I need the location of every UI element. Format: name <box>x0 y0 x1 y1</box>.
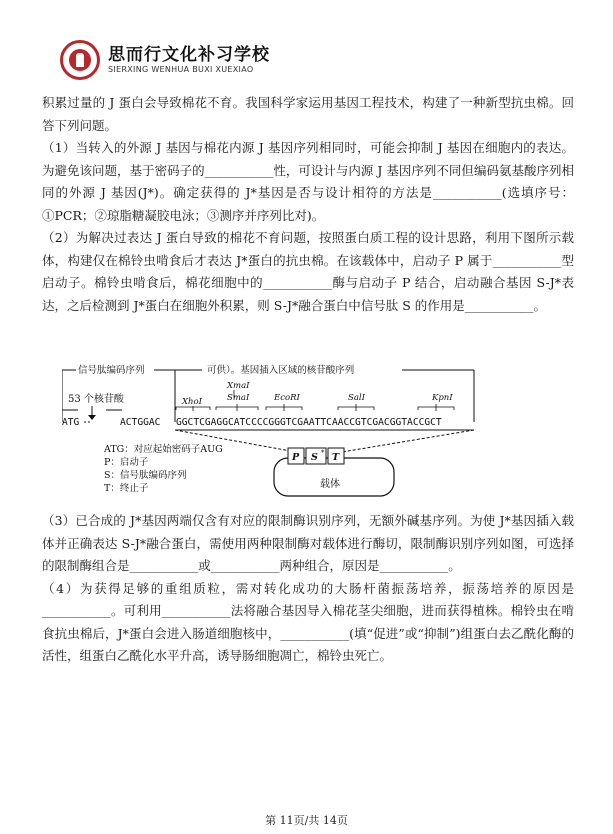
terminator-label: T <box>332 452 340 463</box>
school-name: 思而行文化补习学校 <box>108 44 270 65</box>
enzyme-kpn: KpnⅠ <box>432 393 453 403</box>
legend-s: S：信号肽编码序列 <box>104 470 187 481</box>
question-body-2 <box>42 510 574 668</box>
signal-seq-label: 信号肽编码序列 <box>78 365 145 376</box>
signal-box-label: S <box>311 452 318 463</box>
seq-atg: ATG <box>62 417 80 428</box>
insert-region-label: 可供）。基因插入区域的核苷酸序列 <box>207 365 355 376</box>
enzyme-xma: XmaⅠ <box>227 381 250 391</box>
seq-insert: GGCTCGAGGCATCCCCGGGTCGAATTCAACCGTCGACGGTACCGCT <box>176 417 442 428</box>
school-name-en: SIERXING WENHUA BUXI XUEXIAO <box>108 65 254 75</box>
page-footer: 第 11页/共 14页 <box>265 814 348 827</box>
legend-atg: ATG：对应起始密码子AUG <box>104 444 223 455</box>
legend-p: P：启动子 <box>104 457 149 468</box>
enzyme-xho: XhoⅠ <box>182 397 203 407</box>
brand-block <box>108 46 270 75</box>
question-body <box>42 92 574 317</box>
enzyme-sal: SalⅠ <box>348 393 365 403</box>
signal-box-star: * <box>321 449 325 457</box>
bp-count-label: 53 个核苷酸 <box>68 394 124 405</box>
question-1: （1）当转入的外源 J 基因与棉花内源 J 基因序列相同时，可能会抑制 J 基因在细胞内的表达。为避免该问题，基于密码子的___________性，可设计与内源 J 基因序列不同但编码氨基酸序列相同的外源 J 基因(J*)。确定获得的 J*基因是否与设计相符的方法是___________(选填序号：①PCR；②琼脂糖凝胶电泳；③测序并序列比对)。 <box>42 140 574 223</box>
enzyme-sma: SmaⅠ <box>227 393 250 403</box>
question-4: （4）为获得足够的重组质粒，需对转化成功的大肠杆菌振荡培养，振荡培养的原因是___________。可利用___________法将融合基因导入棉花茎尖细胞，进而获得植株。棉铃虫在啃食抗虫棉后，J*蛋白会进入肠道细胞核中，___________(填“促进”或“抑制”)组蛋白去乙酰化酶的活性，组蛋白乙酰化水平升高，诱导肠细胞凋亡，棉铃虫死亡。 <box>42 580 574 663</box>
school-logo-icon <box>60 40 100 80</box>
vector-diagram-svg <box>62 362 548 500</box>
question-3: （3）已合成的 J*基因两端仅含有对应的限制酶识别序列，无额外碱基序列。为使 J*基因插入载体并正确表达 S-J*融合蛋白，需使用两种限制酶对载体进行酶切，限制酶识别序列如图，可选择的限制酶组合是___________或___________两种组合，原因是___________。 <box>42 513 574 573</box>
intro-paragraph: 积累过量的 J 蛋白会导致棉花不育。我国科学家运用基因工程技术，构建了一种新型抗虫棉。回答下列问题。 <box>42 95 574 133</box>
promoter-label: P <box>292 452 300 463</box>
vector-label: 载体 <box>320 479 340 490</box>
vector-diagram <box>62 362 548 500</box>
enzyme-ecor: EcoRⅠ <box>274 393 300 403</box>
seq-prefix: ACTGGAC <box>120 417 161 428</box>
school-header <box>60 34 270 86</box>
legend-t: T：终止子 <box>104 483 149 494</box>
question-2: （2）为解决过表达 J 蛋白导致的棉花不育问题，按照蛋白质工程的设计思路，利用下图所示载体，构建仅在棉铃虫啃食后才表达 J*蛋白的抗虫棉。在该载体中，启动子 P 属于___________型启动子。棉铃虫啃食后，棉花细胞中的___________酶与启动子 P 结合，启动融合基因 S-J*表达，之后检测到 J*蛋白在细胞外积累，则 S-J*融合蛋白中信号肽 S 的作用是___________。 <box>42 230 574 313</box>
